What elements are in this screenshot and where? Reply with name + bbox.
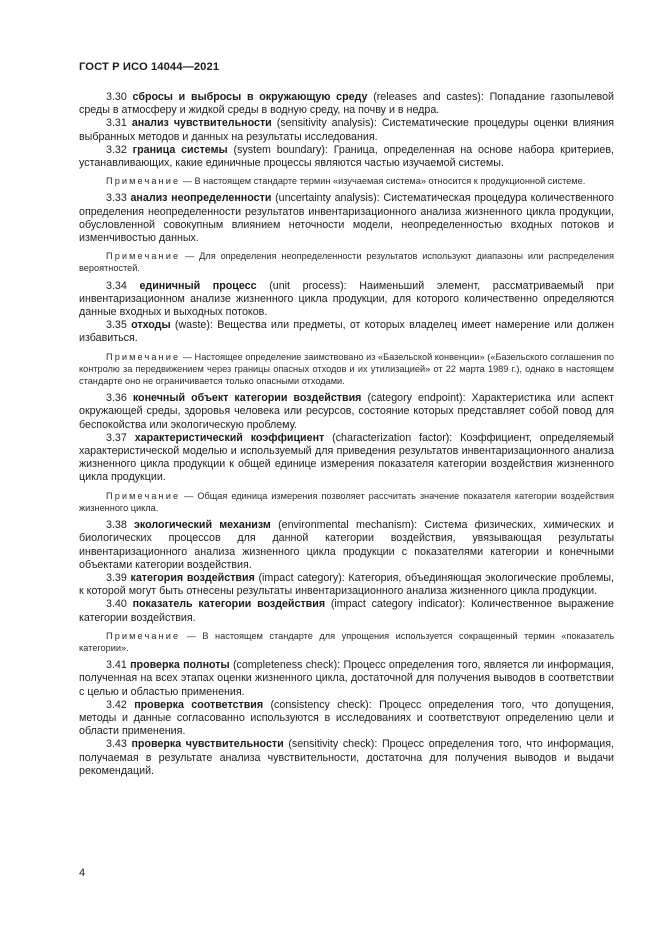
- note-3-40: [79, 630, 614, 654]
- term-translation: (unit process):: [269, 279, 347, 292]
- term: категория воздействия: [130, 571, 255, 584]
- definition-3-39: [79, 572, 614, 598]
- term: экологический механизм: [134, 519, 271, 532]
- note-label: Примечание: [106, 176, 181, 187]
- term-translation: (releases and castes):: [373, 91, 484, 103]
- definition-3-42: [79, 699, 614, 739]
- note-text: — В настоящем стандарте термин «изучаемая система» относится к продукционной системе.: [182, 176, 586, 187]
- note-3-32: [79, 175, 614, 187]
- definition-3-38: [79, 519, 614, 572]
- clause-number: 3.37: [106, 431, 127, 444]
- definition-text: Процесс определения того, что информация, получаемая в результате анализа чувствительности, достаточна для получения выводов и выдачи рекомендаций.: [79, 738, 614, 777]
- term: проверка чувствительности: [131, 738, 284, 751]
- definition-3-37: [79, 432, 614, 485]
- note-text: — Для определения неопределенности результатов используют диапазоны или распределения вероятностей.: [79, 251, 614, 274]
- term-translation: (category endpoint):: [367, 392, 466, 405]
- definition-3-33: [79, 192, 614, 245]
- definition-3-31: [79, 117, 614, 143]
- term-translation: (completeness check):: [232, 659, 341, 672]
- clause-number: 3.39: [106, 571, 127, 584]
- term: анализ чувствительности: [131, 117, 272, 130]
- term: отходы: [131, 319, 171, 332]
- definition-3-36: [79, 392, 614, 432]
- term-translation: (consistency check):: [270, 698, 372, 711]
- clause-number: 3.34: [106, 279, 127, 292]
- definition-3-32: [79, 144, 614, 170]
- note-3-37: [79, 490, 614, 514]
- term-translation: (impact category):: [258, 571, 345, 584]
- definition-text: Попадание газопылевой среды в атмосферу и жидкой среды в водную среду, на почву и в недра.: [79, 91, 614, 117]
- clause-number: 3.33: [106, 192, 127, 205]
- definition-3-41: [79, 659, 614, 699]
- definition-text: Характеристика или аспект окружающей среды, здоровья человека или ресурсов, состояние которых представляет собой повод для беспокойства или экологическую проблему.: [79, 392, 614, 431]
- clause-number: 3.40: [106, 598, 127, 611]
- definition-3-40: [79, 598, 614, 624]
- term-translation: (system boundary):: [233, 143, 328, 156]
- note-3-35: [79, 351, 614, 388]
- note-text: — Настоящее определение заимствовано из «Базельской конвенции» («Базельского соглашения по контролю за передвижением через границы опасных отходов и их утилизацией» от 22 марта 1989 г.), однако в настоящем стандарте оно не ограничивается только опасными отходами.: [79, 351, 614, 387]
- clause-number: 3.43: [106, 738, 127, 751]
- term: конечный объект категории воздействия: [132, 392, 362, 405]
- definition-3-35: [79, 319, 614, 345]
- definition-text: Систематическая процедура количественного определения неопределенности результатов инвентаризационного анализа жизненного цикла продукции, обусловленной совокупным влиянием неточности модели, неопределенностью входных потоков и изменчивостью данных.: [79, 192, 614, 245]
- clause-number: 3.35: [106, 319, 127, 332]
- clause-number: 3.36: [106, 392, 127, 405]
- term-translation: (characterization factor):: [332, 431, 453, 444]
- note-label: Примечание: [106, 630, 181, 641]
- definition-3-30: [79, 91, 614, 117]
- clause-number: 3.41: [106, 659, 127, 672]
- note-label: Примечание: [106, 351, 181, 362]
- clause-number: 3.30: [106, 91, 127, 103]
- term-translation: (sensitivity check):: [288, 738, 378, 751]
- definition-text: Процесс определения того, является ли информация, полученная на всех этапах оценки жизненного цикла, достаточной для получения выводов в соответствии с целью и областью применения.: [79, 659, 614, 698]
- term: характеристический коэффициент: [134, 431, 325, 444]
- definition-text: Процесс определения того, что допущения, методы и данные согласованно используются в исследованиях и соответствуют определению цели и области применения.: [79, 698, 614, 738]
- note-text: — В настоящем стандарте для упрощения используется сокращенный термин «показатель категории».: [79, 630, 614, 653]
- clause-number: 3.42: [106, 698, 127, 711]
- term: сбросы и выбросы в окружающую среду: [132, 91, 368, 103]
- note-label: Примечание: [106, 251, 181, 262]
- term-translation: (environmental mechanism):: [278, 519, 418, 532]
- definition-text: Система физических, химических и биологических процессов для данной категории воздействия, увязывающая результаты инвентаризационного анализа жизненного цикла продукции с показателями категории и конечными объектами категории воздействия.: [79, 519, 614, 571]
- document-body: [79, 91, 614, 778]
- note-label: Примечание: [106, 490, 181, 501]
- term: единичный процесс: [139, 279, 257, 292]
- definition-text: Коэффициент, определяемый характеристической моделью и используемый для приведения результатов инвентаризационного анализа жизненного цикла продукции к общей единице измерения показателя категории воздействия жизненного цикла продукции.: [79, 431, 614, 484]
- clause-number: 3.32: [106, 143, 127, 156]
- term: проверка полноты: [130, 659, 230, 672]
- definition-3-43: [79, 738, 614, 778]
- term: проверка соответствия: [134, 698, 264, 711]
- definition-3-34: [79, 280, 614, 320]
- term: граница системы: [132, 143, 228, 156]
- clause-number: 3.31: [106, 117, 127, 130]
- definition-text: Граница, определенная на основе набора критериев, устанавливающих, какие единичные процессы являются частью изучаемой системы.: [79, 143, 614, 170]
- definition-text: Вещества или предметы, от которых владелец имеет намерение или должен избавиться.: [79, 319, 614, 345]
- note-3-33: [79, 250, 614, 274]
- definition-text: Количественное выражение категории воздействия.: [79, 598, 614, 624]
- term-translation: (uncertainty analysis):: [275, 192, 380, 205]
- page-number: 4: [79, 867, 86, 879]
- term-translation: (impact category indicator):: [330, 598, 466, 611]
- term-translation: (sensitivity analysis):: [276, 117, 377, 130]
- note-text: — Общая единица измерения позволяет рассчитать значение показателя категории воздействия жизненного цикла.: [79, 490, 614, 513]
- document-header: ГОСТ Р ИСО 14044—2021: [79, 61, 220, 73]
- definition-text: Систематические процедуры оценки влияния выбранных методов и данных на результаты исследования.: [79, 117, 614, 143]
- definition-text: Наименьший элемент, рассматриваемый при инвентаризационном анализе жизненного цикла продукции, для которого количественно определяются данные входных и выходных потоков.: [79, 279, 614, 319]
- term-translation: (waste):: [174, 319, 213, 332]
- definition-text: Категория, объединяющая экологические проблемы, к которой могут быть отнесены результаты инвентаризационного анализа жизненного цикла продукции.: [79, 571, 614, 598]
- term: показатель категории воздействия: [132, 598, 326, 611]
- term: анализ неопределенности: [130, 192, 272, 205]
- clause-number: 3.38: [106, 519, 127, 532]
